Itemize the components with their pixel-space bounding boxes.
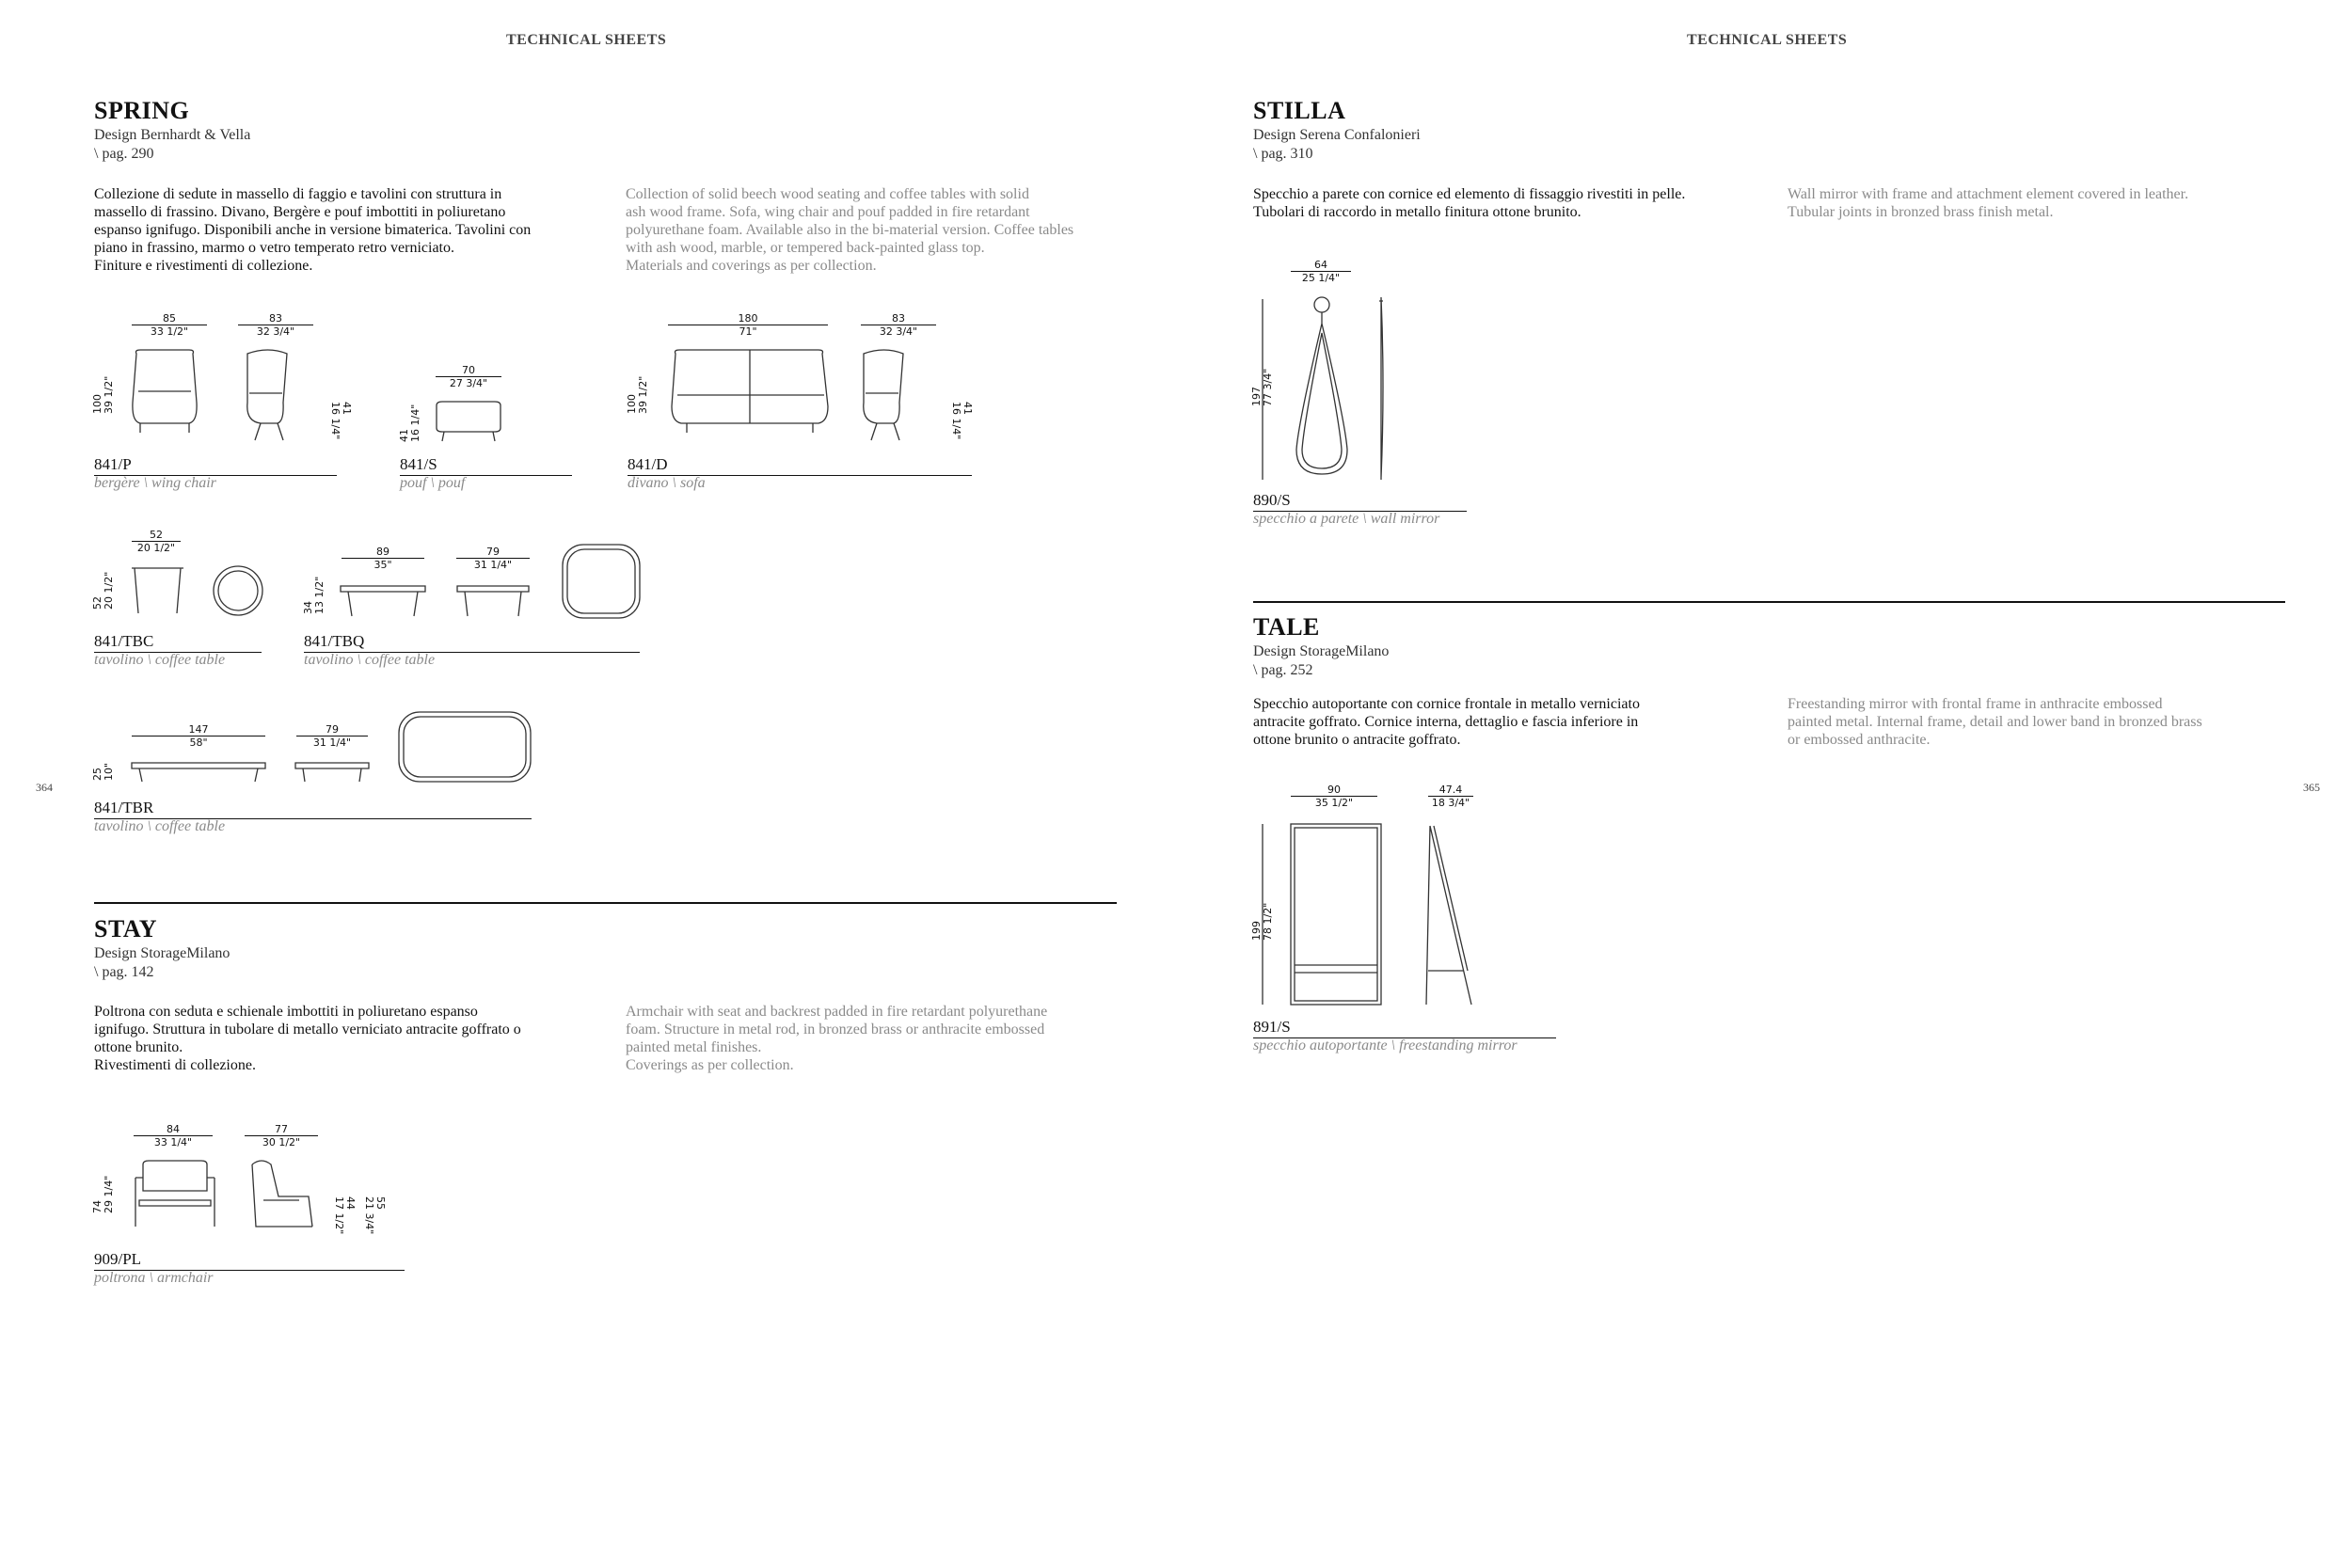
dimension-seat-height: 41 16 1/4" bbox=[950, 402, 974, 440]
dimension-width: 85 33 1/2" bbox=[132, 312, 207, 338]
page-number-right: 365 bbox=[2303, 781, 2320, 794]
product-code-841-p: 841/P bbox=[94, 455, 337, 476]
round-coffee-table-drawing bbox=[127, 564, 268, 621]
tale-page-ref: \ pag. 252 bbox=[1253, 662, 1313, 678]
product-caption-841-tbr: tavolino \ coffee table bbox=[94, 818, 226, 834]
dimension-width: 147 58" bbox=[132, 723, 265, 749]
freestanding-mirror-drawing bbox=[1259, 820, 1485, 1008]
dimension-width: 70 27 3/4" bbox=[436, 364, 501, 389]
dimension-height: 25 10" bbox=[91, 762, 115, 781]
stay-title: STAY bbox=[94, 915, 158, 942]
product-caption-891-s: specchio autoportante \ freestanding mirror bbox=[1253, 1037, 1518, 1053]
product-caption-841-tbq: tavolino \ coffee table bbox=[304, 652, 436, 668]
dimension-seat-height: 44 17 1/2" bbox=[333, 1196, 357, 1235]
wall-mirror-drawing bbox=[1261, 292, 1392, 484]
dimension-depth: 77 30 1/2" bbox=[245, 1123, 318, 1148]
tale-description-it: Specchio autoportante con cornice frontale in metallo verniciato antracite goffrato. Cornice interna, dettaglio e fascia inferiore in ottone brunito o antracite goffrato. bbox=[1253, 696, 1640, 748]
product-caption-841-tbc: tavolino \ coffee table bbox=[94, 652, 226, 668]
stay-page-ref: \ pag. 142 bbox=[94, 964, 154, 980]
stilla-page-ref: \ pag. 310 bbox=[1253, 146, 1313, 162]
spring-title: SPRING bbox=[94, 97, 190, 124]
dimension-depth: 83 32 3/4" bbox=[238, 312, 313, 338]
armchair-drawing bbox=[130, 1159, 356, 1234]
dimension-height: 34 13 1/2" bbox=[302, 576, 326, 614]
dimension-depth: 79 31 1/4" bbox=[296, 723, 368, 749]
wing-chair-drawing bbox=[127, 346, 329, 445]
dimension-height: 100 39 1/2" bbox=[91, 375, 115, 414]
stay-designer: Design StorageMilano bbox=[94, 945, 230, 961]
dimension-arm-height: 55 21 3/4" bbox=[363, 1196, 387, 1235]
stilla-designer: Design Serena Confalonieri bbox=[1253, 127, 1421, 143]
tale-designer: Design StorageMilano bbox=[1253, 643, 1390, 659]
stilla-description-it: Specchio a parete con cornice ed elemento di fissaggio rivestiti in pelle. Tubolari di raccordo in metallo finitura ottone brunito. bbox=[1253, 186, 1686, 220]
product-caption-841-s: pouf \ pouf bbox=[400, 475, 466, 491]
product-code-909-pl: 909/PL bbox=[94, 1250, 405, 1271]
product-code-890-s: 890/S bbox=[1253, 491, 1467, 512]
dimension-width: 84 33 1/4" bbox=[134, 1123, 213, 1148]
page-header-left: TECHNICAL SHEETS bbox=[506, 32, 667, 48]
product-code-841-d: 841/D bbox=[628, 455, 972, 476]
dimension-seat-height: 41 16 1/4" bbox=[329, 402, 353, 440]
product-caption-909-pl: poltrona \ armchair bbox=[94, 1270, 214, 1286]
dimension-height: 74 29 1/4" bbox=[91, 1175, 115, 1213]
dimension-height: 41 16 1/4" bbox=[398, 404, 421, 442]
dimension-height: 197 77 3/4" bbox=[1250, 368, 1274, 406]
dimension-height: 52 20 1/2" bbox=[91, 571, 115, 610]
dimension-width: 90 35 1/2" bbox=[1291, 784, 1377, 809]
dimension-depth: 79 31 1/4" bbox=[456, 546, 530, 571]
product-code-841-s: 841/S bbox=[400, 455, 572, 476]
tale-title: TALE bbox=[1253, 613, 1320, 641]
product-code-891-s: 891/S bbox=[1253, 1018, 1556, 1038]
stilla-description-en: Wall mirror with frame and attachment element covered in leather. Tubular joints in bronzed brass finish metal. bbox=[1788, 186, 2189, 220]
dimension-depth: 83 32 3/4" bbox=[861, 312, 936, 338]
product-caption-890-s: specchio a parete \ wall mirror bbox=[1253, 511, 1440, 527]
product-code-841-tbq: 841/TBQ bbox=[304, 632, 640, 653]
rectangular-coffee-table-drawing bbox=[130, 710, 534, 785]
stay-description-en: Armchair with seat and backrest padded in fire retardant polyurethane foam. Structure in metal rod, in bronzed brass or anthracite embossed painted metal finishes. Coverings as per collection. bbox=[626, 1004, 1048, 1073]
page-number-left: 364 bbox=[36, 781, 53, 794]
sofa-drawing bbox=[668, 346, 960, 445]
pouf-drawing bbox=[433, 400, 508, 447]
spring-page-ref: \ pag. 290 bbox=[94, 146, 154, 162]
dimension-depth: 47.4 18 3/4" bbox=[1428, 784, 1473, 809]
product-code-841-tbr: 841/TBR bbox=[94, 799, 532, 819]
dimension-width: 52 20 1/2" bbox=[132, 529, 181, 554]
spring-description-it: Collezione di sedute in massello di faggio e tavolini con struttura in massello di frassino. Divano, Bergère e pouf imbottiti in poliuretano espanso ignifugo. Disponibili anche in versione bimaterica. Tavolini con piano in frassino, marmo o vetro temperato retro verniciato. Finiture e rivestimenti di collezione. bbox=[94, 186, 532, 274]
dimension-width: 89 35" bbox=[342, 546, 424, 571]
stay-description-it: Poltrona con seduta e schienale imbottiti in poliuretano espanso ignifugo. Struttura in tubolare di metallo verniciato antracite goffrato o ottone brunito. Rivestimenti di collezione. bbox=[94, 1004, 521, 1073]
dimension-height: 199 78 1/2" bbox=[1250, 902, 1274, 941]
product-caption-841-d: divano \ sofa bbox=[628, 475, 706, 491]
spring-description-en: Collection of solid beech wood seating and coffee tables with solid ash wood frame. Sofa, wing chair and pouf padded in fire retardant polyurethane foam. Available also in the bi-material version. Coffee tables with ash wood, marble, or tempered back-painted glass top. Materials and coverings as per collection. bbox=[626, 186, 1074, 274]
stilla-title: STILLA bbox=[1253, 97, 1346, 124]
product-code-841-tbc: 841/TBC bbox=[94, 632, 262, 653]
tale-description-en: Freestanding mirror with frontal frame in anthracite embossed painted metal. Internal frame, detail and lower band in bronzed brass or embossed anthracite. bbox=[1788, 696, 2202, 748]
dimension-width: 64 25 1/4" bbox=[1291, 259, 1351, 284]
section-divider bbox=[1253, 601, 2285, 603]
dimension-height: 100 39 1/2" bbox=[626, 375, 649, 414]
dimension-width: 180 71" bbox=[668, 312, 828, 338]
page-header-right: TECHNICAL SHEETS bbox=[1687, 32, 1848, 48]
product-caption-841-p: bergère \ wing chair bbox=[94, 475, 216, 491]
section-divider bbox=[94, 902, 1117, 904]
spring-designer: Design Bernhardt & Vella bbox=[94, 127, 251, 143]
square-coffee-table-drawing bbox=[339, 541, 649, 626]
